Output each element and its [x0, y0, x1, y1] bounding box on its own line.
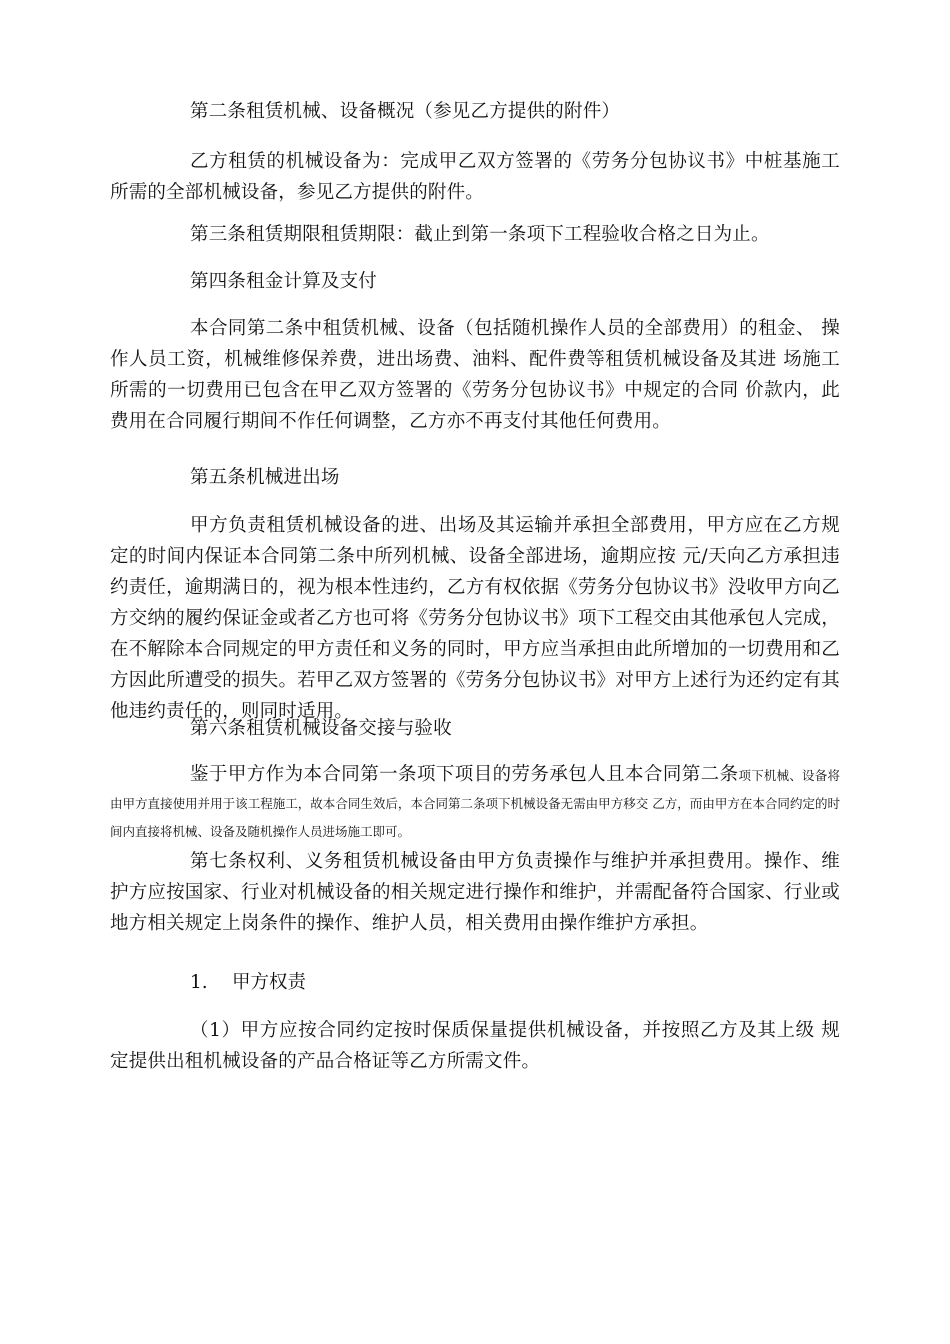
clause-2-body: 乙方租赁的机械设备为：完成甲乙双方签署的《劳务分包协议书》中桩基施工所需的全部机械设备，参见乙方提供的附件。: [110, 151, 840, 203]
clause-6-body-small: 项下机械、设备将由甲方直接使用并用于该工程施工，故本合同生效后，本合同第二条项下机械设备无需由甲方移交 乙方，而由甲方在本合同约定的时间内直接将机械、设备及随机操作人员进场施工即可。: [110, 768, 840, 839]
party-a-obligation-1: （1）甲方应按合同约定按时保质保量提供机械设备，并按照乙方及其上级 规定提供出租机械设备的产品合格证等乙方所需文件。: [110, 1020, 840, 1072]
clause-6-body: [110, 761, 840, 845]
clause-6-heading: 第六条租赁机械设备交接与验收: [190, 718, 452, 739]
clause-2-heading: 第二条租赁机械、设备概况（参见乙方提供的附件）: [190, 101, 621, 122]
clause-6-body-main: 鉴于甲方作为本合同第一条项下项目的劳务承包人且本合同第二条: [190, 764, 739, 785]
clause-5-body: 甲方负责租赁机械设备的进、出场及其运输并承担全部费用，甲方应在乙方规定的时间内保证本合同第二条中所列机械、设备全部进场，逾期应按 元/天向乙方承担违约责任，逾期满日的，视为根本性违约，乙方有权依据《劳务分包协议书》没收甲方向乙方交纳的履约保证金或者乙方也可将《劳务分包协议书》项下工程交由其他承包人完成，在不解除本合同规定的甲方责任和义务的同时，甲方应当承担由此所增加的一切费用和乙方因此所遭受的损失。若甲乙双方签署的《劳务分包协议书》对甲方上述行为还约定有其他违约责任的，则同时适用。: [110, 515, 840, 722]
clause-3-text: 第三条租赁期限租赁期限：截止到第一条项下工程验收合格之日为止。: [190, 224, 770, 245]
clause-4-heading: 第四条租金计算及支付: [190, 271, 378, 292]
list-item-label: 甲方权责: [232, 972, 307, 993]
clause-5-heading: 第五条机械进出场: [190, 467, 340, 488]
clause-7-body: 第七条权利、义务租赁机械设备由甲方负责操作与维护并承担费用。操作、维护方应按国家、行业对机械设备的相关规定进行操作和维护，并需配备符合国家、行业或地方相关规定上岗条件的操作、维护人员，相关费用由操作维护方承担。: [110, 851, 840, 934]
list-item-party-a-rights: [190, 967, 306, 998]
list-item-number: 1.: [190, 972, 208, 993]
clause-4-body: 本合同第二条中租赁机械、设备（包括随机操作人员的全部费用）的租金、 操作人员工资，机械维修保养费，进出场费、油料、配件费等租赁机械设备及其进 场施工所需的一切费用已包含在甲乙双方签署的《劳务分包协议书》中规定的合同 价款内，此费用在合同履行期间不作任何调整，乙方亦不再支付其他任何费用。: [110, 318, 840, 432]
